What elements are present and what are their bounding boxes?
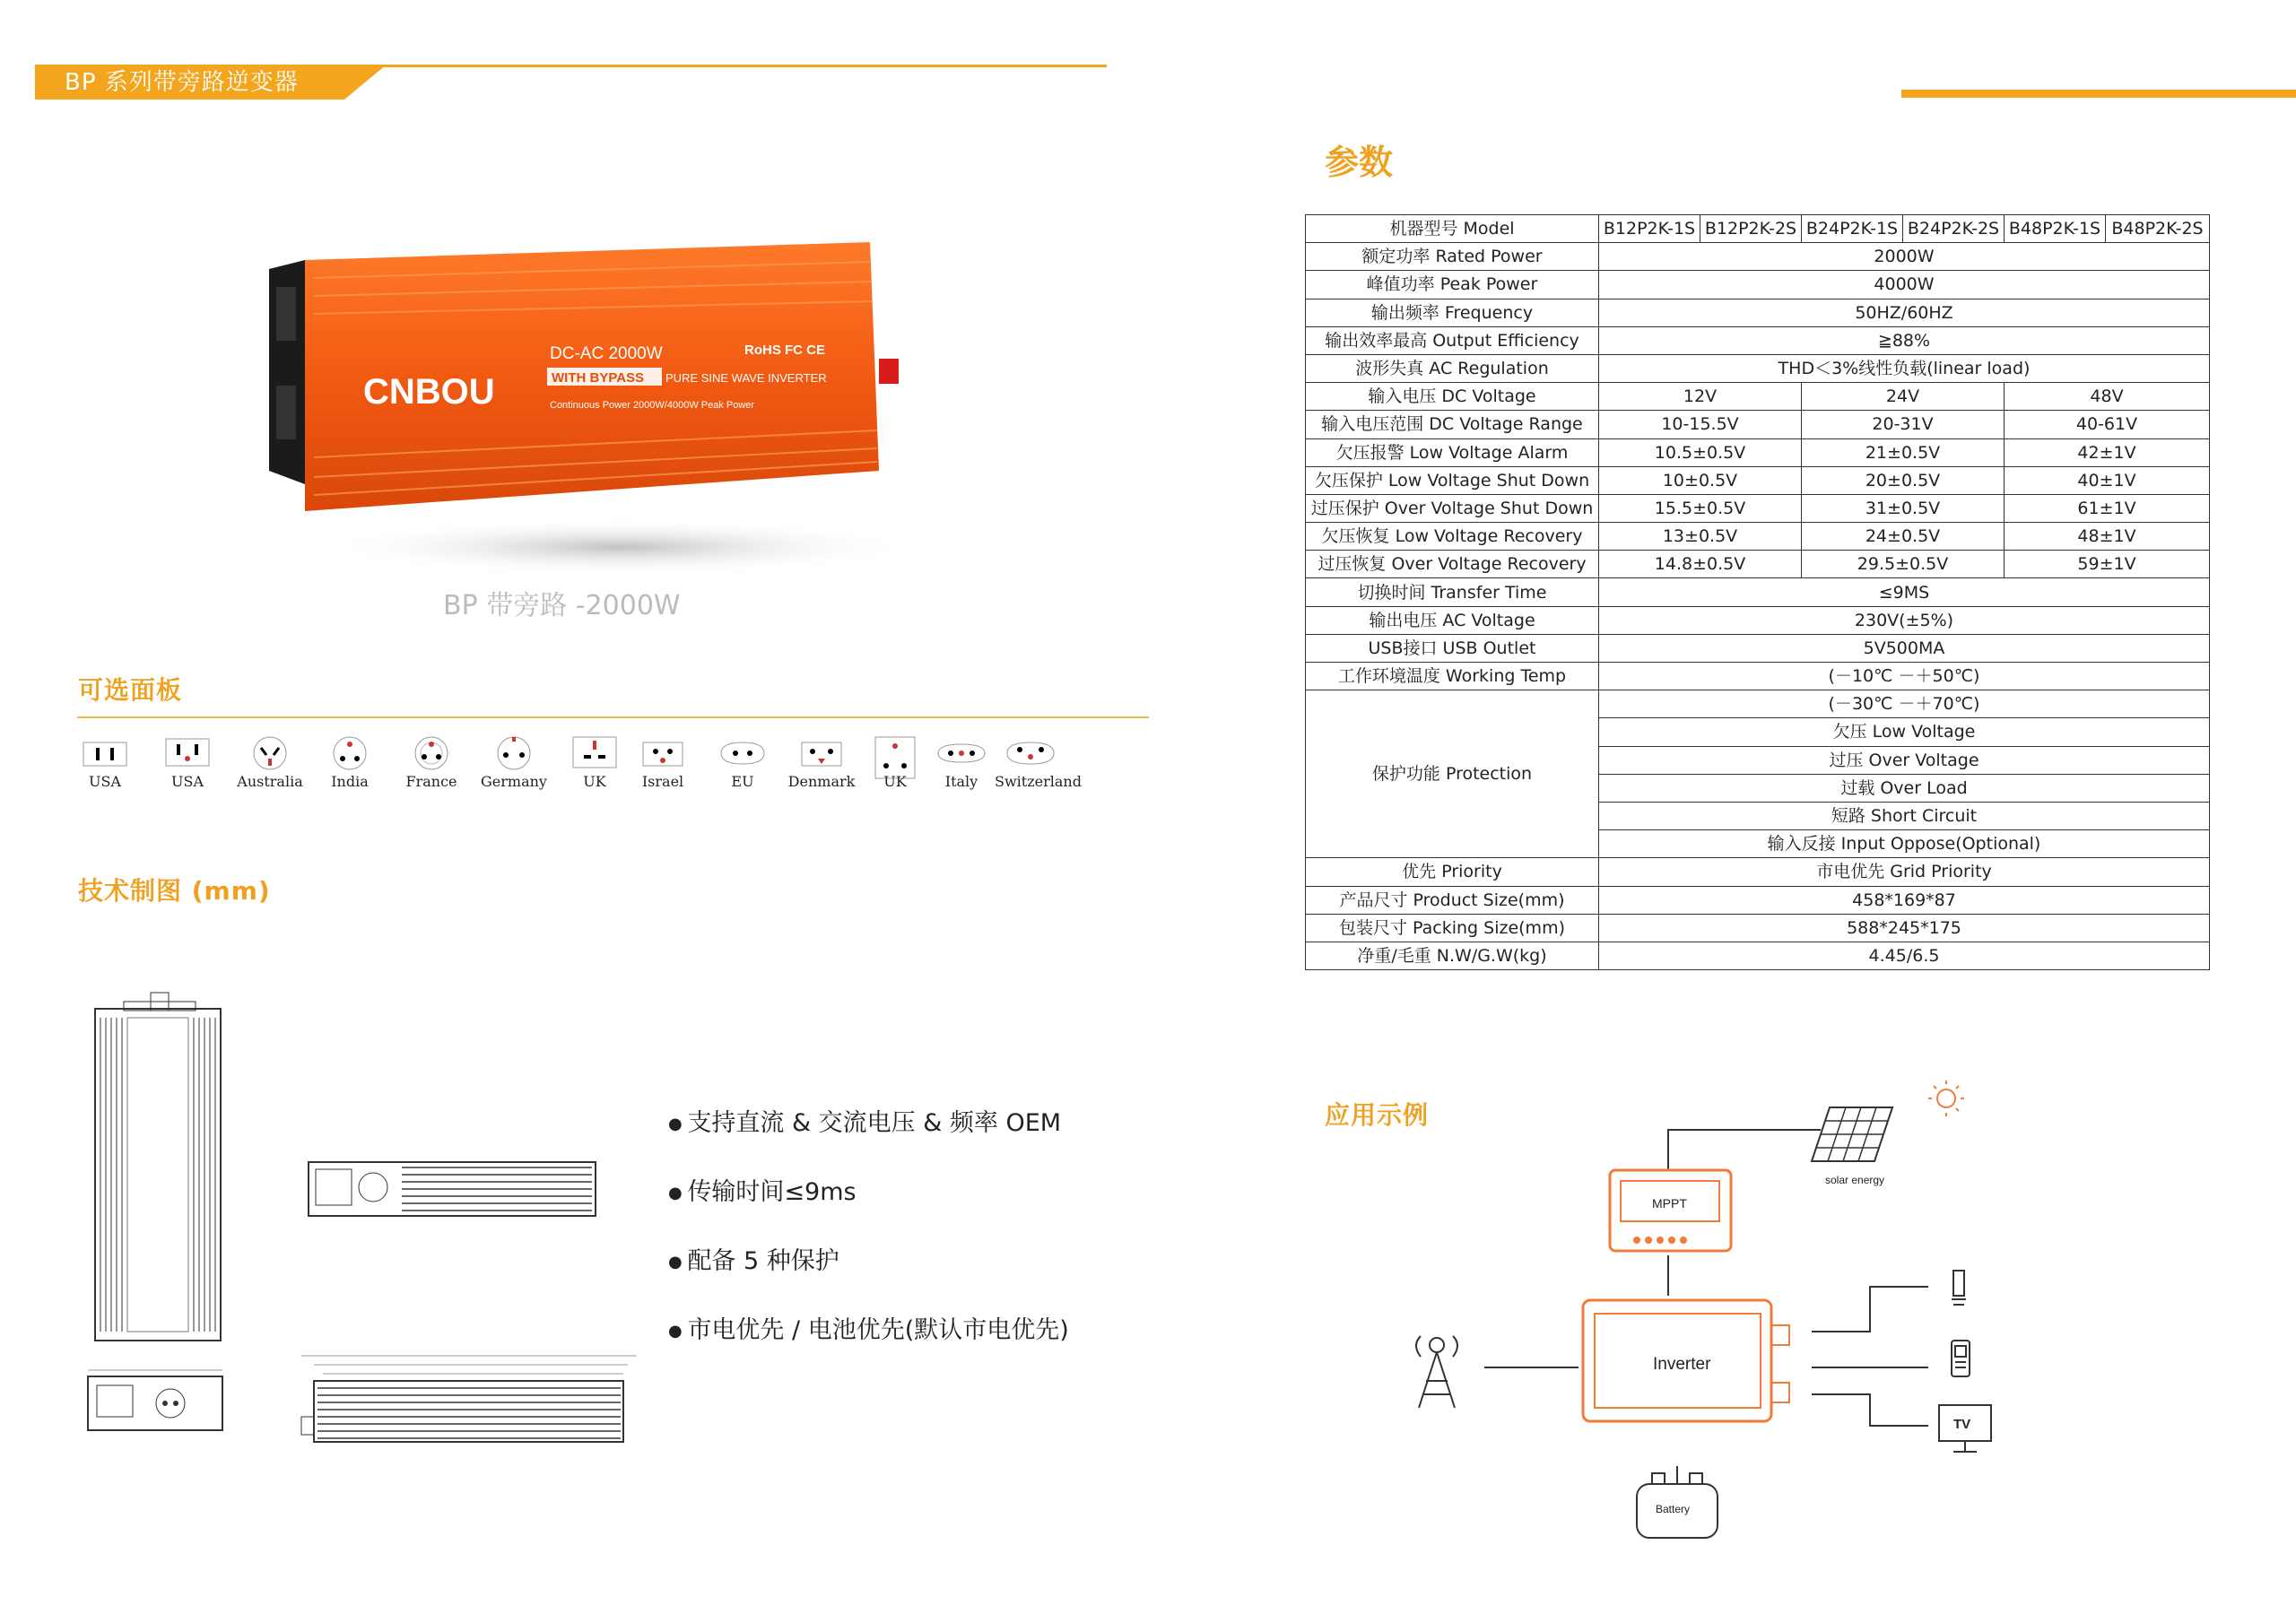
spec-cell: 2000W <box>1599 243 2210 271</box>
spec-cell: THD＜3%线性负载(linear load) <box>1599 354 2210 382</box>
application-title: 应用示例 <box>1325 1100 1430 1130</box>
spec-cell: 59±1V <box>2005 551 2210 578</box>
spec-row <box>1306 466 2210 494</box>
spec-cell: 输入电压范围 DC Voltage Range <box>1306 411 1599 438</box>
spec-cell: 48±1V <box>2005 523 2210 551</box>
svg-text:Battery: Battery <box>1656 1503 1691 1515</box>
switzerland-plug-icon <box>1004 735 1057 771</box>
spec-row <box>1306 663 2210 690</box>
spec-row <box>1306 914 2210 942</box>
spec-cell: 输出效率最高 Output Efficiency <box>1306 326 1599 354</box>
spec-cell: B12P2K-1S <box>1599 215 1700 243</box>
spec-cell: 14.8±0.5V <box>1599 551 1802 578</box>
spec-cell: 61±1V <box>2005 494 2210 522</box>
spec-row <box>1306 411 2210 438</box>
spec-cell: 过压保护 Over Voltage Shut Down <box>1306 494 1599 522</box>
plug-item: Germany <box>478 735 550 790</box>
spec-cell: ≤9MS <box>1599 578 2210 606</box>
spec-cell: 42±1V <box>2005 438 2210 466</box>
australia-plug-icon <box>247 735 293 771</box>
spec-cell: B48P2K-1S <box>2005 215 2106 243</box>
spec-header-row <box>1306 215 2210 243</box>
plug-item: France <box>396 735 467 790</box>
spec-cell: 10±0.5V <box>1599 466 1802 494</box>
germany-plug-icon <box>491 735 537 771</box>
svg-text:TV: TV <box>1953 1417 1971 1432</box>
plug-item: Denmark <box>786 735 857 790</box>
spec-cell: 5V500MA <box>1599 634 2210 662</box>
spec-cell: B48P2K-2S <box>2106 215 2210 243</box>
spec-cell: 输入电压 DC Voltage <box>1306 383 1599 411</box>
spec-cell: 48V <box>2005 383 2210 411</box>
svg-text:Continuous Power 2000W/4000W: Continuous Power 2000W/4000W Peak Power <box>550 400 755 411</box>
mppt-controller-icon <box>1610 1170 1731 1251</box>
spec-row <box>1306 271 2210 299</box>
header-rule-right <box>1901 90 2296 98</box>
spec-cell: 保护功能 Protection <box>1306 690 1599 858</box>
spec-row <box>1306 383 2210 411</box>
spec-row <box>1306 299 2210 326</box>
svg-text:PURE SINE WAVE INVERTER: PURE SINE WAVE INVERTER <box>665 371 827 385</box>
spec-cell: 13±0.5V <box>1599 523 1802 551</box>
panels-title: 可选面板 <box>78 675 183 705</box>
plug-item: Australia <box>234 735 306 790</box>
spec-row <box>1306 634 2210 662</box>
application-diagram <box>1390 1072 2072 1550</box>
spec-cell: 40±1V <box>2005 466 2210 494</box>
spec-cell: B24P2K-2S <box>1903 215 2005 243</box>
spec-row <box>1306 690 2210 718</box>
product-caption: BP 带旁路 -2000W <box>443 590 681 621</box>
usa-plug-icon <box>82 735 128 771</box>
spec-row <box>1306 578 2210 606</box>
spec-cell: (－10℃ －＋50℃) <box>1599 663 2210 690</box>
spec-cell: USB接口 USB Outlet <box>1306 634 1599 662</box>
spec-cell: 波形失真 AC Regulation <box>1306 354 1599 382</box>
spec-cell: 50HZ/60HZ <box>1599 299 2210 326</box>
spec-cell: 优先 Priority <box>1306 858 1599 886</box>
spec-cell: 20±0.5V <box>1802 466 2005 494</box>
spec-row <box>1306 354 2210 382</box>
feature-item: ● 市电优先 / 电池优先(默认市电优先) <box>668 1310 1069 1345</box>
drawing-end-view <box>72 1363 233 1438</box>
drawings-title: 技术制图 (mm) <box>78 876 271 906</box>
spec-cell: 15.5±0.5V <box>1599 494 1802 522</box>
spec-cell: 产品尺寸 Product Size(mm) <box>1306 886 1599 914</box>
grid-tower-icon <box>1416 1336 1457 1408</box>
spec-cell: 欠压保护 Low Voltage Shut Down <box>1306 466 1599 494</box>
spec-cell: (－30℃ －＋70℃) <box>1599 690 2210 718</box>
spec-cell: 4000W <box>1599 271 2210 299</box>
product-image <box>260 242 906 583</box>
israel-plug-icon <box>639 735 686 771</box>
feature-item: ● 配备 5 种保护 <box>668 1241 839 1276</box>
spec-cell: 20-31V <box>1802 411 2005 438</box>
spec-table <box>1305 214 2210 970</box>
spec-cell: 过压恢复 Over Voltage Recovery <box>1306 551 1599 578</box>
spec-cell: B12P2K-2S <box>1700 215 1802 243</box>
spec-cell: 机器型号 Model <box>1306 215 1599 243</box>
india-plug-icon <box>326 735 373 771</box>
spec-cell: 40-61V <box>2005 411 2210 438</box>
spec-cell: 过载 Over Load <box>1599 774 2210 802</box>
light-bulb-icon <box>1952 1271 1966 1305</box>
spec-cell: 净重/毛重 N.W/G.W(kg) <box>1306 942 1599 969</box>
plug-item: USA <box>69 735 141 790</box>
spec-cell: 额定功率 Rated Power <box>1306 243 1599 271</box>
spec-cell: 10.5±0.5V <box>1599 438 1802 466</box>
plug-item: India <box>314 735 386 790</box>
plug-item: Israel <box>627 735 699 790</box>
spec-cell: 输入反接 Input Oppose(Optional) <box>1599 830 2210 858</box>
svg-text:MPPT: MPPT <box>1652 1196 1687 1211</box>
svg-text:DC-AC 2000W: DC-AC 2000W <box>550 344 663 363</box>
spec-cell: ≧88% <box>1599 326 2210 354</box>
svg-text:solar energy: solar energy <box>1825 1174 1885 1186</box>
spec-cell: 工作环境温度 Working Temp <box>1306 663 1599 690</box>
france-plug-icon <box>408 735 455 771</box>
uk-plug-icon <box>571 735 618 771</box>
plug-item: UK <box>859 735 931 790</box>
feature-item: ● 支持直流 & 交流电压 & 频率 OEM <box>668 1103 1061 1138</box>
phone-icon <box>1952 1341 1970 1376</box>
spec-cell: 峰值功率 Peak Power <box>1306 271 1599 299</box>
spec-cell: 29.5±0.5V <box>1802 551 2005 578</box>
svg-text:Inverter: Inverter <box>1653 1355 1711 1374</box>
denmark-plug-icon <box>798 735 845 771</box>
usa-ground-plug-icon <box>164 735 211 771</box>
spec-cell: 12V <box>1599 383 1802 411</box>
svg-text:RoHS FC CE: RoHS FC CE <box>744 343 825 358</box>
solar-panel-icon <box>1812 1081 1964 1161</box>
spec-row <box>1306 523 2210 551</box>
spec-row <box>1306 886 2210 914</box>
spec-cell: 21±0.5V <box>1802 438 2005 466</box>
spec-cell: 31±0.5V <box>1802 494 2005 522</box>
feature-item: ● 传输时间≤9ms <box>668 1172 857 1207</box>
spec-title: 参数 <box>1325 143 1394 182</box>
spec-cell: 24V <box>1802 383 2005 411</box>
spec-cell: 230V(±5%) <box>1599 606 2210 634</box>
spec-cell: 欠压 Low Voltage <box>1599 718 2210 746</box>
spec-row <box>1306 326 2210 354</box>
spec-row <box>1306 438 2210 466</box>
drawing-front-view <box>296 1345 641 1456</box>
spec-row <box>1306 858 2210 886</box>
spec-cell: 10-15.5V <box>1599 411 1802 438</box>
spec-cell: B24P2K-1S <box>1802 215 1903 243</box>
spec-cell: 输出频率 Frequency <box>1306 299 1599 326</box>
spec-row <box>1306 942 2210 969</box>
spec-cell: 欠压恢复 Low Voltage Recovery <box>1306 523 1599 551</box>
eu-plug-icon <box>716 735 770 771</box>
brand-logo: CNBOU <box>363 372 495 412</box>
spec-row <box>1306 606 2210 634</box>
spec-cell: 458*169*87 <box>1599 886 2210 914</box>
plug-item: EU <box>707 735 778 790</box>
spec-cell: 包装尺寸 Packing Size(mm) <box>1306 914 1599 942</box>
spec-cell: 市电优先 Grid Priority <box>1599 858 2210 886</box>
italy-plug-icon <box>935 735 988 771</box>
spec-cell: 588*245*175 <box>1599 914 2210 942</box>
drawing-side-view <box>303 1157 599 1232</box>
page-title: BP 系列带旁路逆变器 <box>65 69 299 96</box>
spec-cell: 24±0.5V <box>1802 523 2005 551</box>
spec-cell: 短路 Short Circuit <box>1599 802 2210 829</box>
drawing-top-view <box>88 991 231 1349</box>
spec-row <box>1306 494 2210 522</box>
spec-row <box>1306 551 2210 578</box>
panels-rule <box>77 716 1149 718</box>
spec-cell: 过压 Over Voltage <box>1599 746 2210 774</box>
spec-cell: 输出电压 AC Voltage <box>1306 606 1599 634</box>
plug-item: UK <box>559 735 631 790</box>
spec-cell: 4.45/6.5 <box>1599 942 2210 969</box>
spec-cell: 欠压报警 Low Voltage Alarm <box>1306 438 1599 466</box>
spec-row <box>1306 243 2210 271</box>
svg-text:WITH BYPASS: WITH BYPASS <box>552 370 645 386</box>
spec-cell: 切换时间 Transfer Time <box>1306 578 1599 606</box>
plug-item: Italy <box>926 735 997 790</box>
plug-item: Switzerland <box>995 735 1066 790</box>
plug-item: USA <box>152 735 223 790</box>
